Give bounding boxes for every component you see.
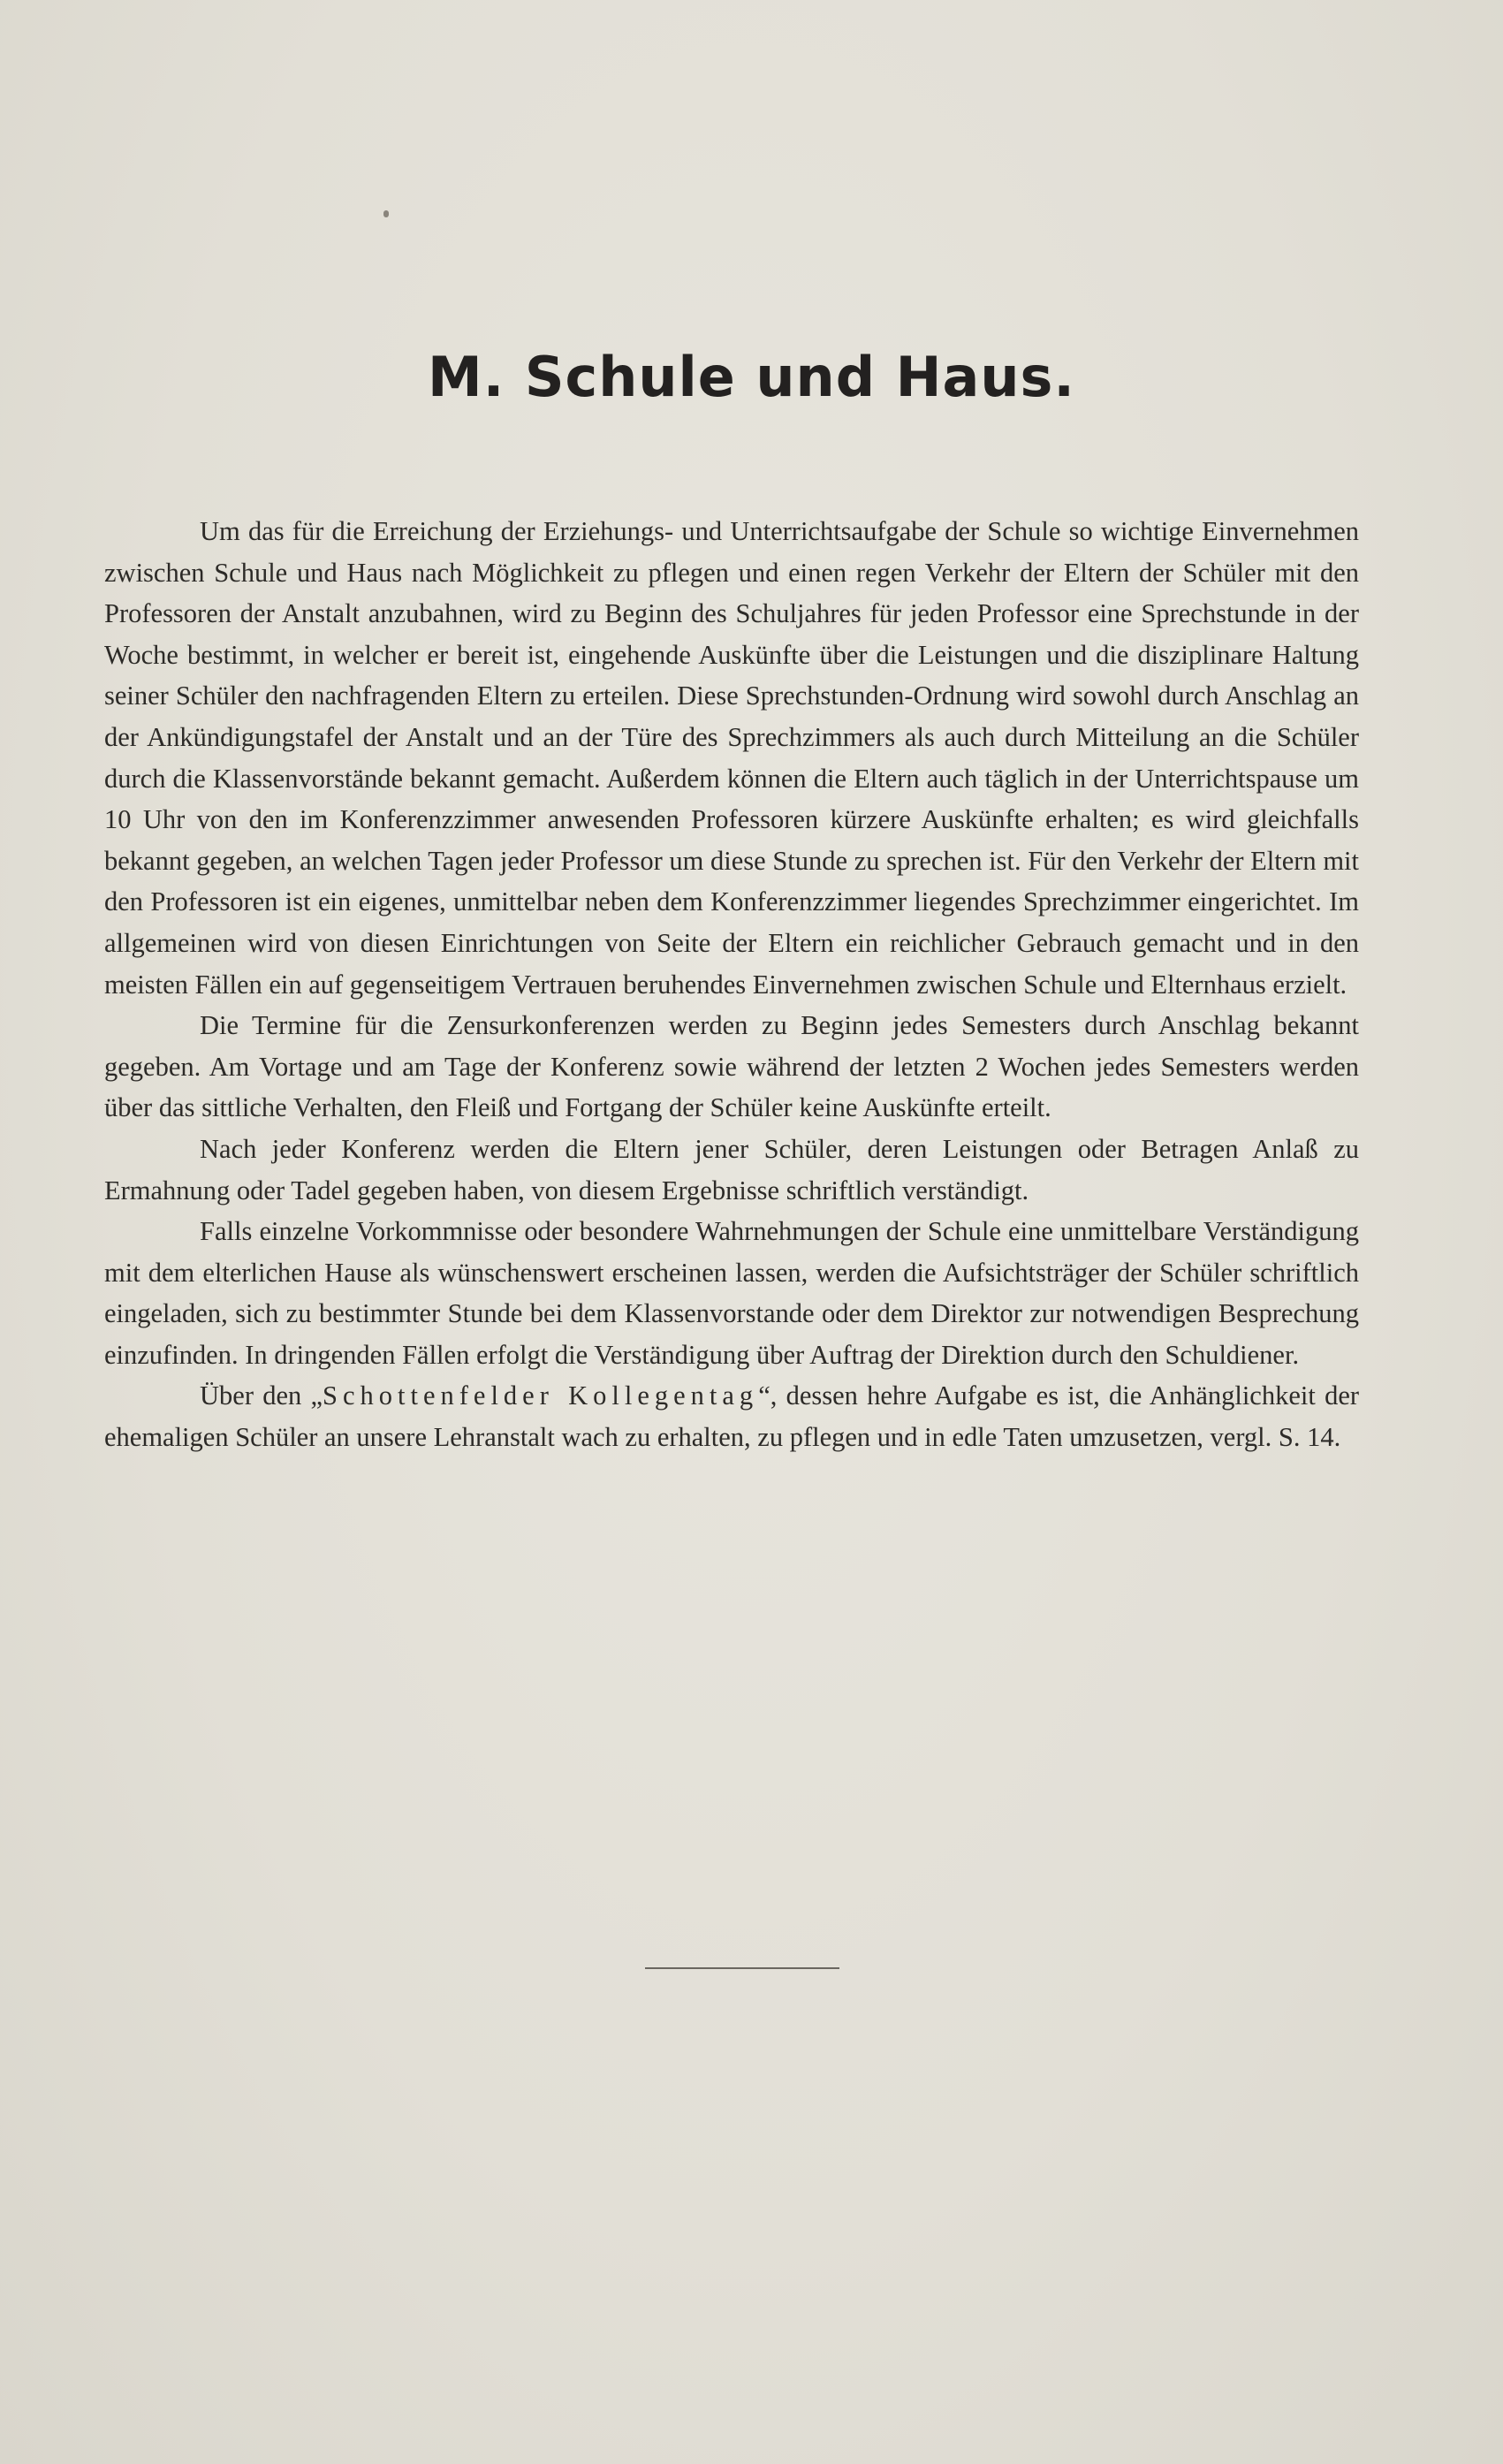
kollegentag-text-after: “, dessen hehre Aufgabe es ist, die Anhänglichkeit der ehemaligen Schüler an unsere Lehranstalt wach zu erhalten, zu pflegen und in edle Taten umzusetzen, vergl. S. 14. [104,1380,1360,1453]
paragraph-kollegentag [104,1375,1359,1457]
end-rule [645,1967,839,1969]
kollegentag-name: Schottenfelder Kollegentag [323,1380,759,1411]
section-title: M. Schule und Haus. [428,345,1075,409]
speck-mark [383,210,389,217]
paragraph-zensurkonferenzen: Die Termine für die Zensurkonferenzen werden zu Beginn jedes Semesters durch Anschlag bekannt gegeben. Am Vortage und am Tage der Konferenz sowie während der letzten 2 Wochen jedes Semesters werden über das sittliche Verhalten, den Fleiß und Fortgang der Schüler keine Auskünfte erteilt. [104,1010,1359,1123]
paragraph-sprechstunden: Um das für die Erreichung der Erziehungs- und Unterrichtsaufgabe der Schule so wichtige Einvernehmen zwischen Schule und Haus nach Möglichkeit zu pflegen und einen regen Verkehr der Eltern der Schüler mit den Professoren der Anstalt anzubahnen, wird zu Beginn des Schuljahres für jeden Professor eine Sprechstunde in der Woche bestimmt, in welcher er bereit ist, eingehende Auskünfte über die Leistungen und die disziplinare Haltung seiner Schüler den nachfragenden Eltern zu erteilen. Diese Sprechstunden-Ordnung wird sowohl durch Anschlag an der Ankündigungstafel der Anstalt und an der Türe des Sprechzimmers als auch durch Mitteilung an die Schüler durch die Klassenvorstände bekannt gemacht. Außerdem können die Eltern auch täglich in der Unterrichtspause um 10 Uhr von den im Konferenzzimmer anwesenden Professoren kürzere Auskünfte erhalten; es wird gleichfalls bekannt gegeben, an welchen Tagen jeder Professor um diese Stunde zu sprechen ist. Für den Verkehr der Eltern mit den Professoren ist ein eigenes, unmittelbar neben dem Konferenzzimmer liegendes Sprechzimmer eingerichtet. Im allgemeinen wird von diesen Einrichtungen von Seite der Eltern ein reichlicher Gebrauch gemacht und in den meisten Fällen ein auf gegenseitigem Vertrauen beruhendes Einvernehmen zwischen Schule und Elternhaus erzielt. [104,516,1359,1000]
paragraph-verstaendigung: Nach jeder Konferenz werden die Eltern jener Schüler, deren Leistungen oder Betragen Anlaß zu Ermahnung oder Tadel gegeben haben, von diesem Ergebnisse schriftlich verständigt. [104,1133,1359,1205]
paragraph-vorkommnisse: Falls einzelne Vorkommnisse oder besondere Wahrnehmungen der Schule eine unmittelbare Verständigung mit dem elterlichen Hause als wünschenswert erscheinen lassen, werden die Aufsichtsträger der Schüler schriftlich eingeladen, sich zu bestimmter Stunde bei dem Klassenvorstande oder dem Direktor zur notwendigen Besprechung einzufinden. In dringenden Fällen erfolgt die Verständigung über Auftrag der Direktion durch den Schuldiener. [104,1216,1359,1370]
body-text [104,511,1359,1458]
kollegentag-text-before: Über den „ [200,1380,323,1411]
